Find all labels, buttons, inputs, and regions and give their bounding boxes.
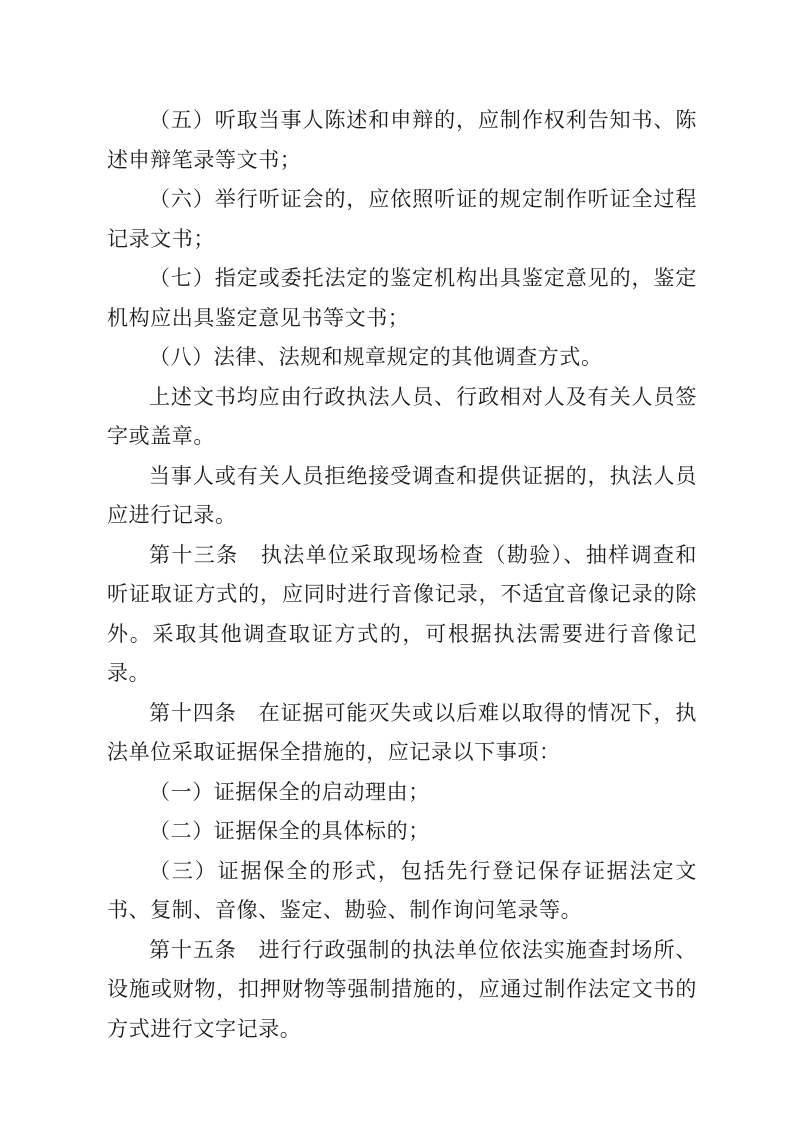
paragraph-item-6: （六）举行听证会的，应依照听证的规定制作听证全过程记录文书；	[107, 187, 697, 251]
paragraph-article-15: 第十五条 进行行政强制的执法单位依法实施查封场所、设施或财物，扣押财物等强制措施的，应通过制作法定文书的方式进行文字记录。	[107, 937, 697, 1041]
document-body	[107, 101, 697, 1049]
paragraph-preservation-item-3: （三）证据保全的形式，包括先行登记保存证据法定文书、复制、音像、鉴定、勘验、制作询问笔录等。	[107, 858, 697, 922]
paragraph-preservation-item-1: （一）证据保全的启动理由；	[149, 779, 430, 804]
paragraph-refusal-record: 当事人或有关人员拒绝接受调查和提供证据的，执法人员应进行记录。	[107, 463, 697, 527]
paragraph-article-14: 第十四条 在证据可能灭失或以后难以取得的情况下，执法单位采取证据保全措施的，应记录以下事项：	[107, 700, 697, 764]
paragraph-item-7: （七）指定或委托法定的鉴定机构出具鉴定意见的，鉴定机构应出具鉴定意见书等文书；	[107, 266, 697, 330]
paragraph-preservation-item-2: （二）证据保全的具体标的；	[149, 819, 430, 843]
paragraph-item-5: （五）听取当事人陈述和申辩的，应制作权利告知书、陈述申辩笔录等文书；	[107, 108, 697, 172]
paragraph-signature-requirement: 上述文书均应由行政执法人员、行政相对人及有关人员签字或盖章。	[107, 384, 697, 448]
paragraph-item-8: （八）法律、法规和规章规定的其他调查方式。	[149, 345, 603, 369]
paragraph-article-13: 第十三条 执法单位采取现场检查（勘验）、抽样调查和听证取证方式的，应同时进行音像记录，不适宜音像记录的除外。采取其他调查取证方式的，可根据执法需要进行音像记录。	[107, 542, 697, 685]
